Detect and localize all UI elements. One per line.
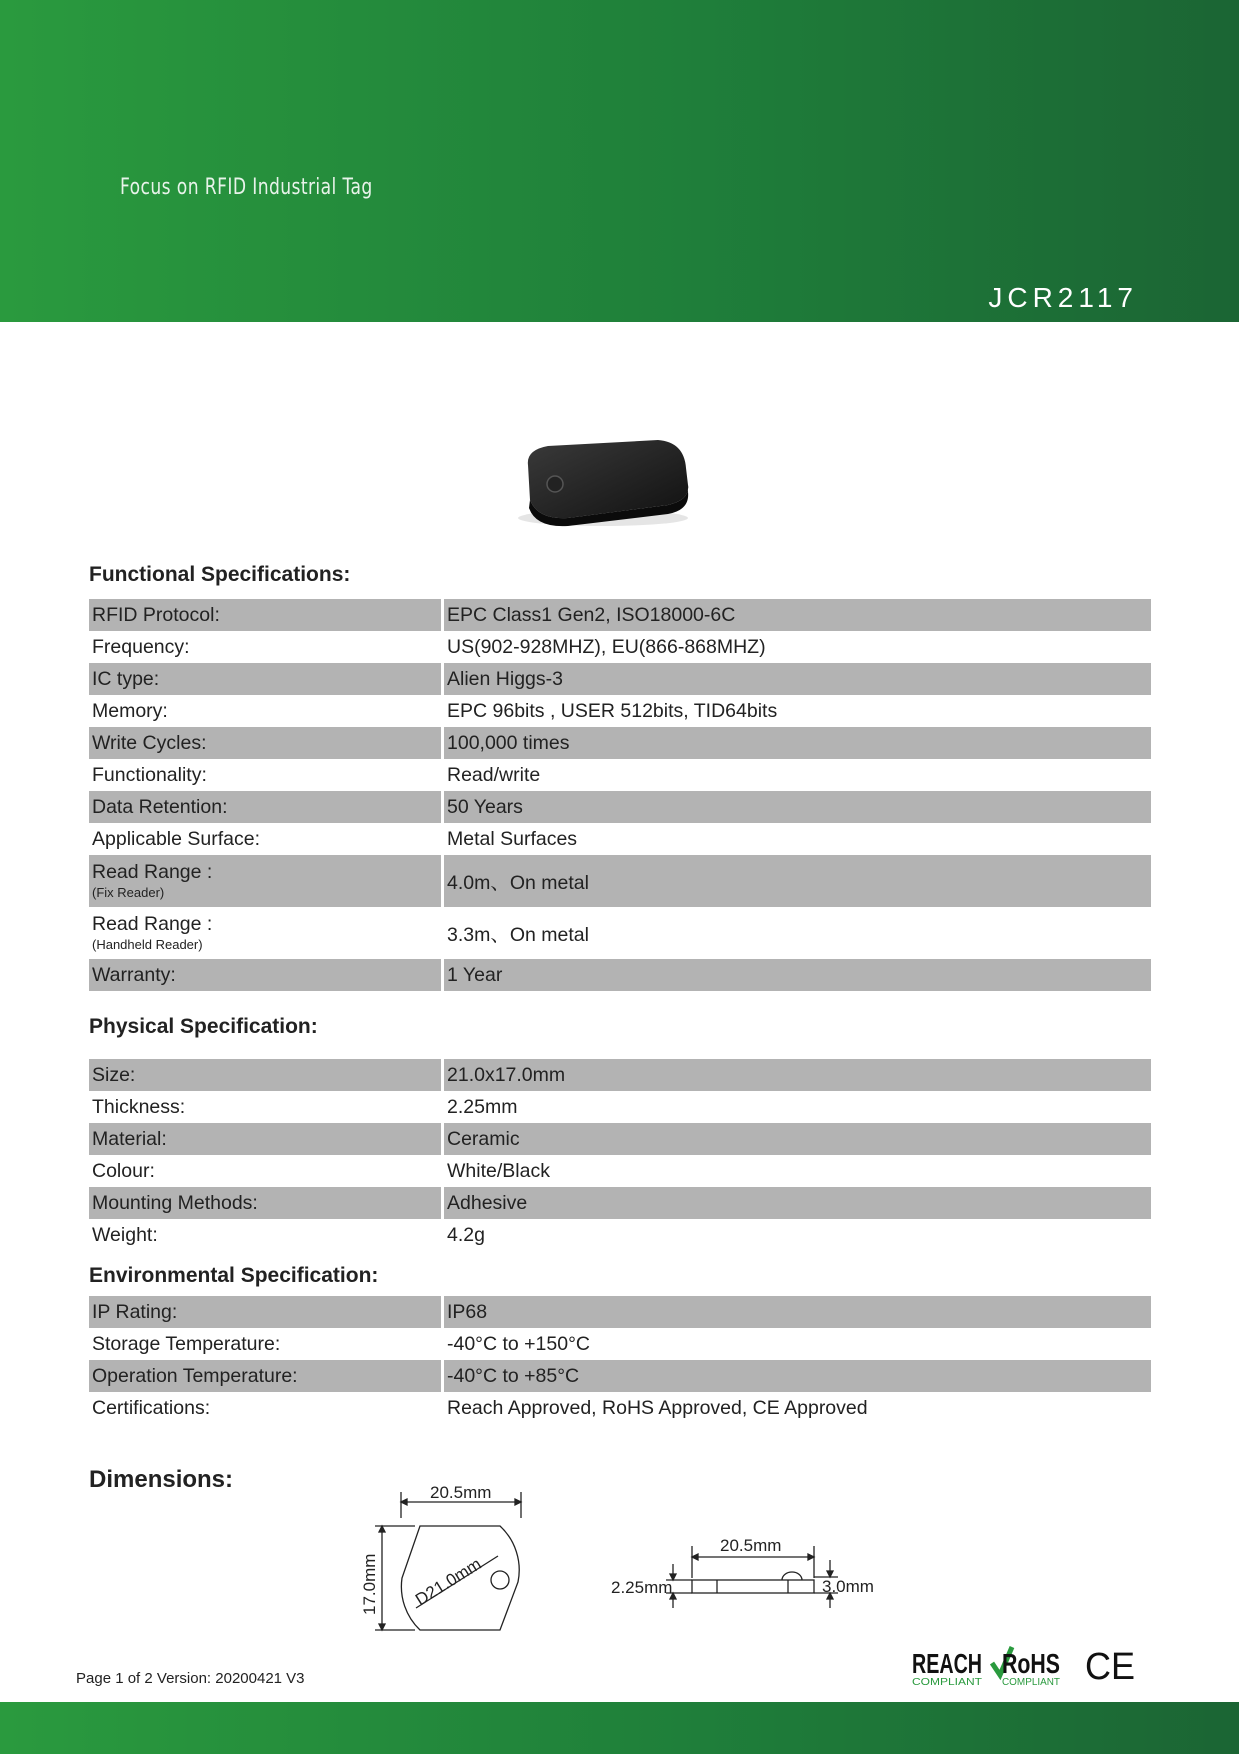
spec-row: Data Retention: 50 Years — [89, 791, 1151, 823]
spec-row: Colour: White/Black — [89, 1155, 1151, 1187]
top-view-drawing — [375, 1492, 521, 1630]
spec-row: Functionality: Read/write — [89, 759, 1151, 791]
side-height-label: 3.0mm — [822, 1577, 874, 1596]
spec-row: Operation Temperature: -40°C to +85°C — [89, 1360, 1151, 1392]
footer-banner — [0, 1702, 1239, 1754]
side-view-drawing — [666, 1546, 838, 1608]
spec-row: Thickness: 2.25mm — [89, 1091, 1151, 1123]
svg-text:REACH: REACH — [912, 1648, 982, 1679]
spec-row: Write Cycles: 100,000 times — [89, 727, 1151, 759]
environmental-title: Environmental Specification: — [89, 1264, 379, 1287]
page-footer-text: Page 1 of 2 Version: 20200421 V3 — [76, 1670, 305, 1687]
spec-row: Applicable Surface: Metal Surfaces — [89, 823, 1151, 855]
header-banner — [0, 0, 1239, 322]
svg-text:CE: CE — [1085, 1646, 1135, 1687]
top-width-label: 20.5mm — [430, 1483, 492, 1502]
svg-text:COMPLIANT: COMPLIANT — [1002, 1677, 1060, 1687]
spec-row: IC type: Alien Higgs-3 — [89, 663, 1151, 695]
ce-logo — [1085, 1645, 1137, 1687]
physical-spec-table — [89, 1059, 1151, 1251]
environmental-spec-table — [89, 1296, 1151, 1424]
rohs-logo — [990, 1645, 1072, 1687]
spec-row: Read Range : (Handheld Reader) 3.3m、On metal — [89, 907, 1151, 959]
top-height-label: 17.0mm — [360, 1553, 379, 1615]
spec-row: Storage Temperature: -40°C to +150°C — [89, 1328, 1151, 1360]
spec-row: Weight: 4.2g — [89, 1219, 1151, 1251]
side-width-label: 20.5mm — [720, 1536, 782, 1555]
spec-row: RFID Protocol: EPC Class1 Gen2, ISO18000-6C — [89, 599, 1151, 631]
svg-text:COMPLIANT: COMPLIANT — [912, 1677, 982, 1687]
product-photo — [508, 430, 693, 530]
spec-row: IP Rating: IP68 — [89, 1296, 1151, 1328]
physical-title: Physical Specification: — [89, 1015, 318, 1038]
model-number: JCR2117 — [988, 282, 1138, 313]
spec-row: Mounting Methods: Adhesive — [89, 1187, 1151, 1219]
spec-row: Read Range : (Fix Reader) 4.0m、On metal — [89, 855, 1151, 907]
spec-row: Memory: EPC 96bits , USER 512bits, TID64bits — [89, 695, 1151, 727]
spec-row: Size: 21.0x17.0mm — [89, 1059, 1151, 1091]
svg-text:RoHS: RoHS — [1002, 1648, 1060, 1679]
dimension-drawing — [340, 1480, 940, 1640]
spec-row: Frequency: US(902-928MHZ), EU(866-868MHZ) — [89, 631, 1151, 663]
spec-row: Material: Ceramic — [89, 1123, 1151, 1155]
tagline: Focus on RFID Industrial Tag — [120, 175, 373, 200]
functional-title: Functional Specifications: — [89, 563, 351, 586]
dimensions-title: Dimensions: — [89, 1466, 234, 1493]
spec-row: Warranty: 1 Year — [89, 959, 1151, 991]
diameter-label: D21.0mm — [412, 1554, 485, 1610]
functional-spec-table — [89, 599, 1151, 991]
spec-row: Certifications: Reach Approved, RoHS Approved, CE Approved — [89, 1392, 1151, 1424]
side-thickness-label: 2.25mm — [611, 1578, 673, 1597]
